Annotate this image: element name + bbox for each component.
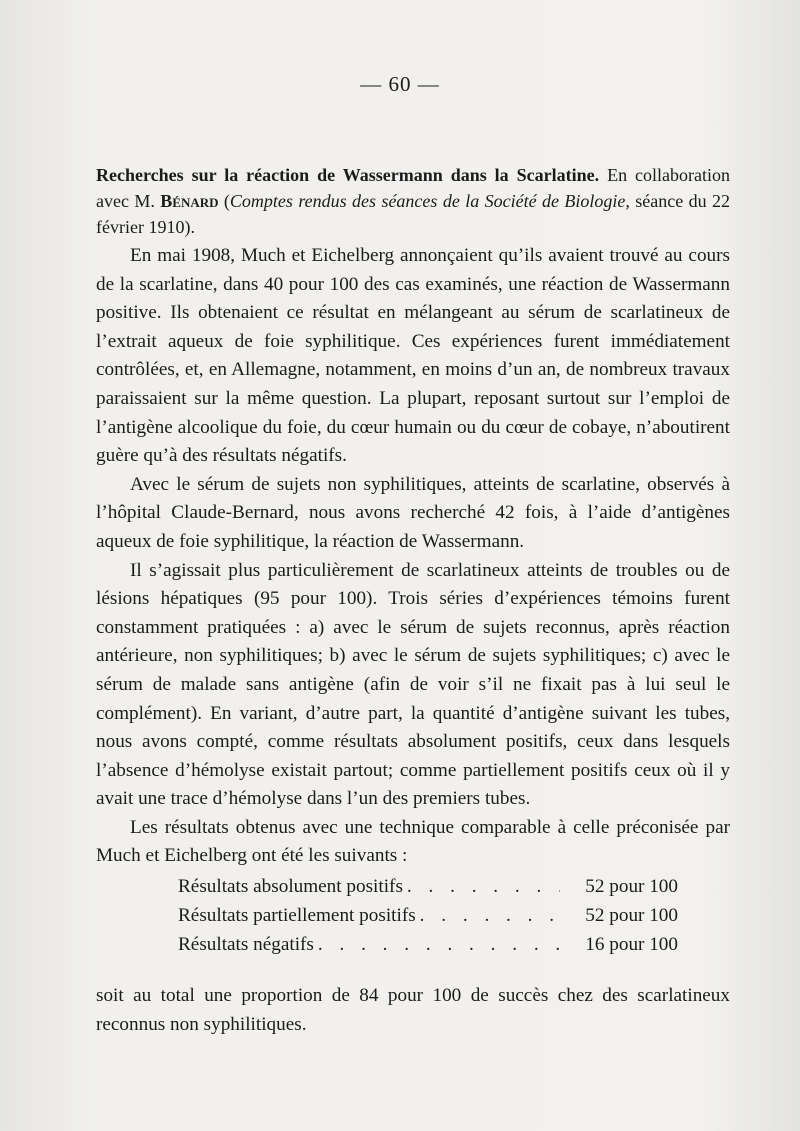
result-row xyxy=(178,901,678,930)
source-open: ( xyxy=(218,191,230,211)
dot-leader xyxy=(416,901,560,930)
dot-leader xyxy=(314,930,560,959)
paragraph: Avec le sérum de sujets non syphilitiques, atteints de scarlatine, observés à l’hôpital Claude-Bernard, nous avons recherché 42 fois, à l’aide d’antigènes aqueux de foie syphilitique, la réaction de Wassermann. xyxy=(96,473,730,552)
conclusion-text xyxy=(96,982,730,1039)
page-number: — 60 — xyxy=(360,72,440,96)
paragraph: En mai 1908, Much et Eichelberg annonçaient qu’ils avaient trouvé au cours de la scarlatine, dans 40 pour 100 des cas examinés, une réaction de Wassermann positive. Ils obtenaient ce résultat en mélangeant au sérum de scarlatineux de l’extrait aqueux de foie syphilitique. Ces expériences furent immédiatement contrôlées, et, en Allemagne, notamment, en moins d’un an, de nombreux travaux paraissaient sur la même question. La plupart, reposant surtout sur l’emploi de l’antigène alcoolique du foie, du cœur humain ou du cœur de cobaye, n’aboutirent guère qu’à des résultats négatifs. xyxy=(96,245,730,467)
source-date: séance du 22 février 1910). xyxy=(96,191,730,237)
result-label: Résultats négatifs xyxy=(178,934,314,955)
result-value: 52 pour 100 xyxy=(585,876,678,897)
conclusion-paragraph: soit au total une proportion de 84 pour 100 de succès chez des scarlatineux reconnus non syphilitiques. xyxy=(96,985,730,1035)
result-label: Résultats absolument positifs xyxy=(178,876,403,897)
body-text xyxy=(96,242,730,871)
result-value: 16 pour 100 xyxy=(585,934,678,955)
result-label: Résultats partiellement positifs xyxy=(178,905,416,926)
dot-leader xyxy=(403,872,560,901)
results-list xyxy=(178,872,678,959)
article-title: Recherches sur la réaction de Wassermann dans la Scarlatine. xyxy=(96,165,600,185)
article-heading xyxy=(96,162,730,240)
paragraph: Il s’agissait plus particulièrement de scarlatineux atteints de troubles ou de lésions hépatiques (95 pour 100). Trois séries d’expériences témoins furent constamment pratiquées : a) avec le sérum de sujets reconnus, après réaction antérieure, non syphilitiques; b) avec le sérum de sujets syphilitiques; c) avec le sérum de malade sans antigène (afin de voir s’il ne fixait pas à lui seul le complément). En variant, d’autre part, la quantité d’antigène suivant les tubes, nous avons compté, comme résultats absolument positifs, ceux dans lesquels l’absence d’hémolyse existait partout; comme partiellement positifs ceux où il y avait une trace d’hémolyse dans l’un des premiers tubes. xyxy=(96,559,730,810)
result-row xyxy=(178,930,678,959)
source-title: Comptes rendus des séances de la Société de Biologie, xyxy=(229,191,630,211)
coauthor-name: Bénard xyxy=(160,191,219,211)
result-row xyxy=(178,872,678,901)
paragraph: Les résultats obtenus avec une technique comparable à celle préconisée par Much et Eichelberg ont été les suivants : xyxy=(96,816,730,867)
collaboration-text: En collaboration avec M. xyxy=(96,165,730,211)
result-value: 52 pour 100 xyxy=(585,905,678,926)
